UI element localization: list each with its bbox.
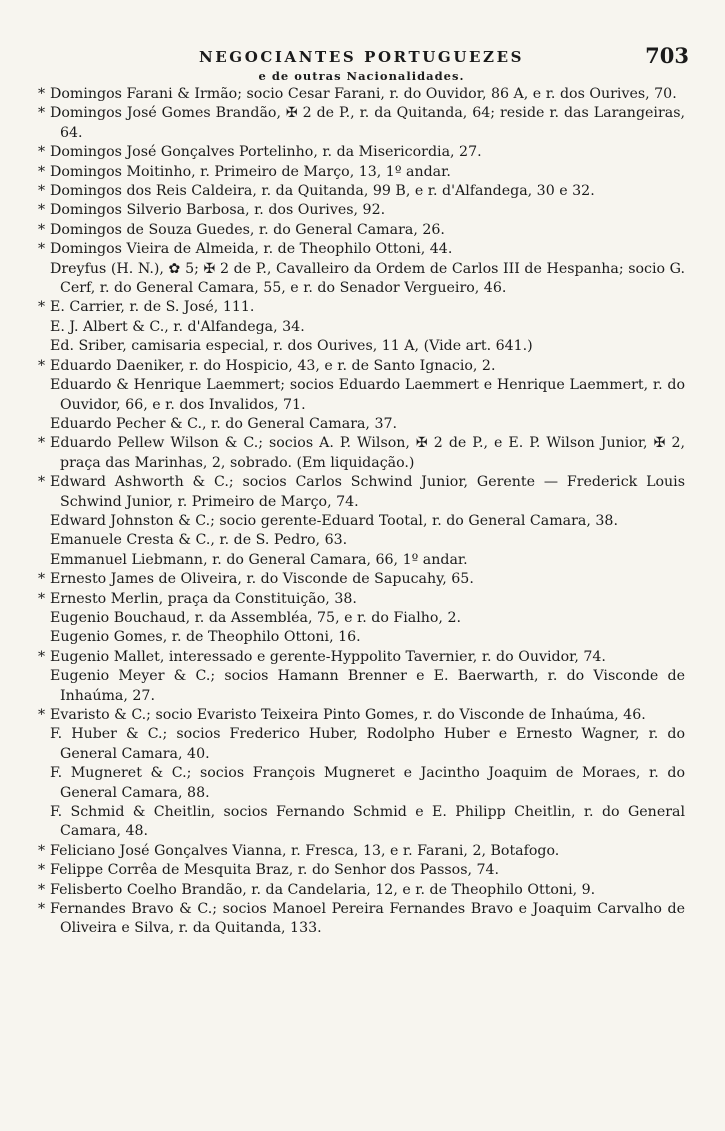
entry-marker: * — [38, 221, 46, 238]
list-item — [38, 85, 685, 104]
list-item — [38, 570, 685, 589]
directory-entries — [38, 85, 685, 939]
list-item — [38, 182, 685, 201]
entry-marker: * — [38, 163, 46, 180]
entry-marker: * — [38, 571, 46, 588]
list-item — [38, 512, 685, 531]
running-title: NEGOCIANTES PORTUGUEZES — [198, 48, 525, 66]
entry-text: Edward Ashworth & C.; socios Carlos Schwind Junior, Gerente — Frederick Louis Schwind Junior, r. Primeiro de Março, 74. — [50, 474, 685, 510]
entry-marker: * — [38, 105, 46, 122]
list-item — [38, 318, 685, 337]
entry-text: Eduardo Pecher & C., r. do General Camara, 37. — [50, 415, 398, 432]
entry-marker: * — [38, 842, 46, 859]
entry-text: Eugenio Gomes, r. de Theophilo Ottoni, 16. — [50, 629, 361, 646]
entry-text: Emanuele Cresta & C., r. de S. Pedro, 63. — [50, 532, 348, 549]
entry-marker: * — [38, 183, 46, 200]
entry-text: Dreyfus (H. N.), ✿ 5; ✠ 2 de P., Cavalleiro da Ordem de Carlos III de Hespanha; socio G. Cerf, r. do General Camara, 55, e r. do Senador Vergueiro, 46. — [50, 260, 685, 297]
list-item — [38, 240, 685, 259]
list-item — [38, 143, 685, 162]
entry-text: Ernesto James de Oliveira, r. do Visconde de Sapucahy, 65. — [50, 571, 474, 588]
page-header — [38, 43, 689, 70]
entry-text: Domingos de Souza Guedes, r. do General Camara, 26. — [50, 221, 445, 238]
entry-marker: * — [38, 648, 46, 665]
list-item — [38, 104, 685, 143]
entry-marker: * — [38, 241, 46, 258]
list-item — [38, 764, 685, 803]
list-item — [38, 648, 685, 667]
list-item — [38, 163, 685, 182]
entry-text: Eduardo & Henrique Laemmert; socios Eduardo Laemmert e Henrique Laemmert, r. do Ouvidor, 66, e r. dos Invalidos, 71. — [50, 377, 685, 413]
list-item — [38, 706, 685, 725]
list-item — [38, 900, 685, 939]
entry-text: Ed. Sriber, camisaria especial, r. dos Ourives, 11 A, (Vide art. 641.) — [50, 338, 533, 355]
list-item — [38, 376, 685, 415]
entry-text: F. Schmid & Cheitlin, socios Fernando Schmid e E. Philipp Cheitlin, r. do General Camara, 48. — [50, 804, 685, 840]
entry-text: E. Carrier, r. de S. José, 111. — [50, 299, 255, 316]
page-number: 703 — [645, 43, 689, 68]
list-item — [38, 725, 685, 764]
entry-text: Felippe Corrêa de Mesquita Braz, r. do Senhor dos Passos, 74. — [50, 862, 500, 879]
list-item — [38, 531, 685, 550]
list-item — [38, 861, 685, 880]
entry-text: Domingos Vieira de Almeida, r. de Theophilo Ottoni, 44. — [50, 241, 453, 258]
list-item — [38, 201, 685, 220]
list-item — [38, 881, 685, 900]
list-item — [38, 298, 685, 317]
entry-text: F. Mugneret & C.; socios François Mugneret e Jacintho Joaquim de Moraes, r. do General Camara, 88. — [50, 765, 685, 801]
entry-text: Ernesto Merlin, praça da Constituição, 38. — [50, 590, 357, 607]
entry-text: Emmanuel Liebmann, r. do General Camara, 66, 1º andar. — [50, 551, 468, 568]
list-item — [38, 415, 685, 434]
entry-marker: * — [38, 707, 46, 723]
entry-text: Domingos dos Reis Caldeira, r. da Quitanda, 99 B, e r. d'Alfandega, 30 e 32. — [50, 183, 595, 200]
entry-text: Domingos Farani & Irmão; socio Cesar Farani, r. do Ouvidor, 86 A, e r. dos Ourives, 70. — [50, 86, 677, 102]
entry-text: Eugenio Bouchaud, r. da Assembléa, 75, e r. do Fialho, 2. — [50, 609, 461, 626]
list-item — [38, 260, 685, 299]
list-item — [38, 628, 685, 647]
entry-text: Fernandes Bravo & C.; socios Manoel Pereira Fernandes Bravo e Joaquim Carvalho de Oliveira e Silva, r. da Quitanda, 133. — [50, 901, 685, 937]
entry-marker: * — [38, 435, 46, 452]
entry-text: Domingos José Gomes Brandão, ✠ 2 de P., r. da Quitanda, 64; reside r. das Larangeiras, 64. — [50, 105, 685, 141]
entry-marker: * — [38, 862, 46, 879]
entry-text: F. Huber & C.; socios Frederico Huber, Rodolpho Huber e Ernesto Wagner, r. do General Camara, 40. — [50, 726, 685, 762]
entry-marker: * — [38, 202, 46, 219]
list-item — [38, 667, 685, 706]
entry-text: Eugenio Meyer & C.; socios Hamann Brenner e E. Baerwarth, r. do Visconde de Inhaúma, 27. — [50, 668, 685, 704]
list-item — [38, 609, 685, 628]
entry-text: Eduardo Daeniker, r. do Hospicio, 43, e r. de Santo Ignacio, 2. — [50, 357, 496, 374]
list-item — [38, 434, 685, 473]
entry-text: Domingos José Gonçalves Portelinho, r. da Misericordia, 27. — [50, 144, 482, 161]
section-subtitle: e de outras Nacionalidades. — [258, 69, 465, 83]
entry-text: Feliciano José Gonçalves Vianna, r. Fresca, 13, e r. Farani, 2, Botafogo. — [50, 842, 560, 859]
entry-marker: * — [38, 901, 46, 918]
entry-text: Evaristo & C.; socio Evaristo Teixeira Pinto Gomes, r. do Visconde de Inhaúma, 46. — [50, 707, 646, 723]
entry-marker: * — [38, 357, 46, 374]
entry-marker: * — [38, 881, 46, 898]
list-item — [38, 337, 685, 356]
entry-text: E. J. Albert & C., r. d'Alfandega, 34. — [50, 318, 305, 335]
list-item — [38, 357, 685, 376]
entry-marker: * — [38, 590, 46, 607]
list-item — [38, 590, 685, 609]
list-item — [38, 842, 685, 861]
entry-text: Edward Johnston & C.; socio gerente-Eduard Tootal, r. do General Camara, 38. — [50, 512, 618, 529]
entry-text: Eugenio Mallet, interessado e gerente-Hyppolito Tavernier, r. do Ouvidor, 74. — [50, 648, 606, 665]
entry-marker: * — [38, 299, 46, 316]
entry-marker: * — [38, 144, 46, 161]
list-item — [38, 551, 685, 570]
entry-text: Domingos Silverio Barbosa, r. dos Ourives, 92. — [50, 202, 386, 219]
entry-text: Domingos Moitinho, r. Primeiro de Março, 13, 1º andar. — [50, 163, 451, 180]
entry-text: Felisberto Coelho Brandão, r. da Candelaria, 12, e r. de Theophilo Ottoni, 9. — [50, 881, 596, 898]
entry-marker: * — [38, 86, 46, 102]
entry-text: Eduardo Pellew Wilson & C.; socios A. P. Wilson, ✠ 2 de P., e E. P. Wilson Junior, ✠ 2, praça das Marinhas, 2, sobrado. (Em liquidação.) — [50, 435, 685, 471]
list-item — [38, 221, 685, 240]
list-item — [38, 803, 685, 842]
entry-marker: * — [38, 474, 46, 491]
list-item — [38, 473, 685, 512]
